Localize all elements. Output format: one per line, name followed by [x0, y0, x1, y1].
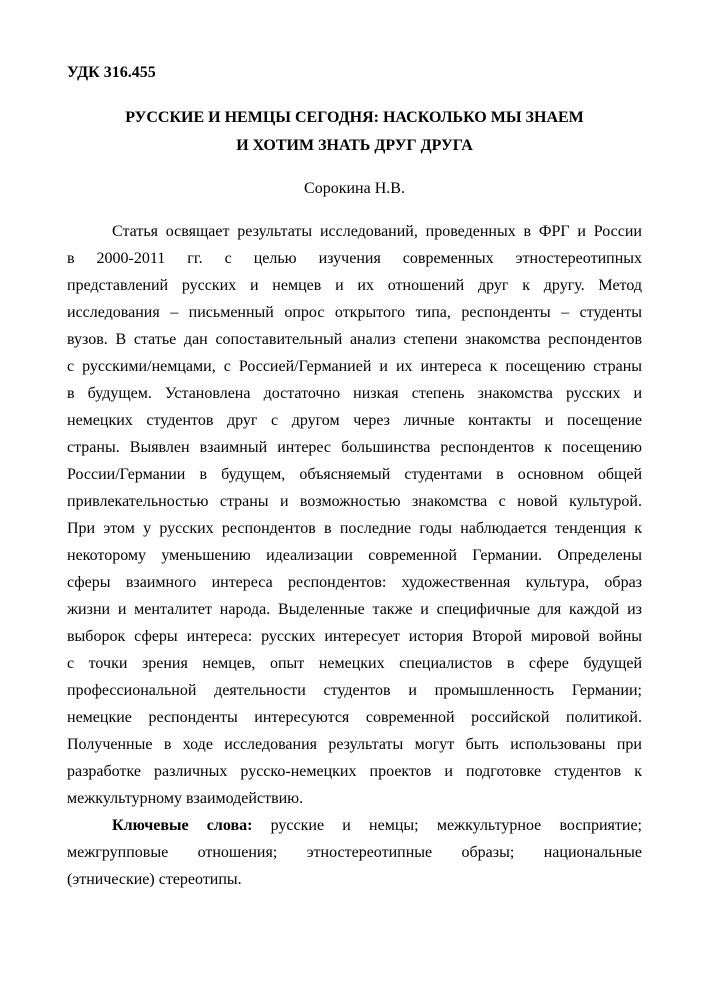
title-line-2: И ХОТИМ ЗНАТЬ ДРУГ ДРУГА	[236, 137, 473, 154]
keywords-line-2: межгрупповые отношения; этностереотипные образы; национальные	[67, 844, 642, 861]
abstract-line: в будущем. Установлена достаточно низкая степень знакомства русских и	[67, 385, 642, 402]
abstract-line: привлекательностью страны и возможностью знакомства с новой культурой.	[67, 493, 642, 510]
keywords-text-1: русские и немцы; межкультурное восприятие;	[270, 817, 643, 834]
title-line-1: РУССКИЕ И НЕМЦЫ СЕГОДНЯ: НАСКОЛЬКО МЫ ЗНАЕМ	[125, 109, 584, 126]
abstract-line: немецкие респонденты интересуются современной российской политикой.	[67, 709, 642, 726]
abstract-line: сферы взаимного интереса респондентов: художественная культура, образ	[67, 574, 642, 591]
abstract-line: разработке различных русско-немецких проектов и подготовке студентов к	[67, 763, 642, 780]
abstract-line: с русскими/немцами, с Россией/Германией и их интереса к посещению страны	[67, 358, 642, 375]
author-name: Сорокина Н.В.	[304, 180, 405, 197]
abstract-paragraph	[67, 218, 642, 785]
abstract-line: представлений русских и немцев и их отношений друг к другу. Метод	[67, 277, 642, 294]
abstract-line: При этом у русских респондентов в последние годы наблюдается тенденция к	[67, 520, 642, 537]
udk-code: УДК 316.455	[67, 64, 156, 81]
keywords-line-3: (этнические) стереотипы.	[67, 871, 242, 888]
keywords-line-1	[67, 812, 642, 839]
abstract-last-line: межкультурному взаимодействию.	[67, 790, 304, 807]
abstract-line: России/Германии в будущем, объясняемый студентами в основном общей	[67, 466, 642, 483]
abstract-line: немецких студентов друг с другом через личные контакты и посещение	[67, 412, 642, 429]
abstract-line: страны. Выявлен взаимный интерес большинства респондентов к посещению	[67, 439, 642, 456]
article-title	[67, 104, 642, 160]
keywords-label: Ключевые слова:	[112, 817, 253, 834]
abstract-line: некоторому уменьшению идеализации современной Германии. Определены	[67, 547, 642, 564]
abstract-line: профессиональной деятельности студентов и промышленность Германии;	[67, 682, 642, 699]
abstract-line: исследования – письменный опрос открытого типа, респонденты – студенты	[67, 304, 642, 321]
abstract-line: выборок сферы интереса: русских интересует история Второй мировой войны	[67, 628, 642, 645]
abstract-line: Полученные в ходе исследования результаты могут быть использованы при	[67, 736, 642, 753]
abstract-line: Статья освящает результаты исследований, проведенных в ФРГ и России	[112, 223, 642, 240]
abstract-line: в 2000-2011 гг. с целью изучения современных этностереотипных	[67, 250, 642, 267]
abstract-line: жизни и менталитет народа. Выделенные также и специфичные для каждой из	[67, 601, 642, 618]
abstract-line: вузов. В статье дан сопоставительный анализ степени знакомства респондентов	[67, 331, 642, 348]
abstract-line: с точки зрения немцев, опыт немецких специалистов в сфере будущей	[67, 655, 642, 672]
abstract-body	[67, 218, 642, 893]
